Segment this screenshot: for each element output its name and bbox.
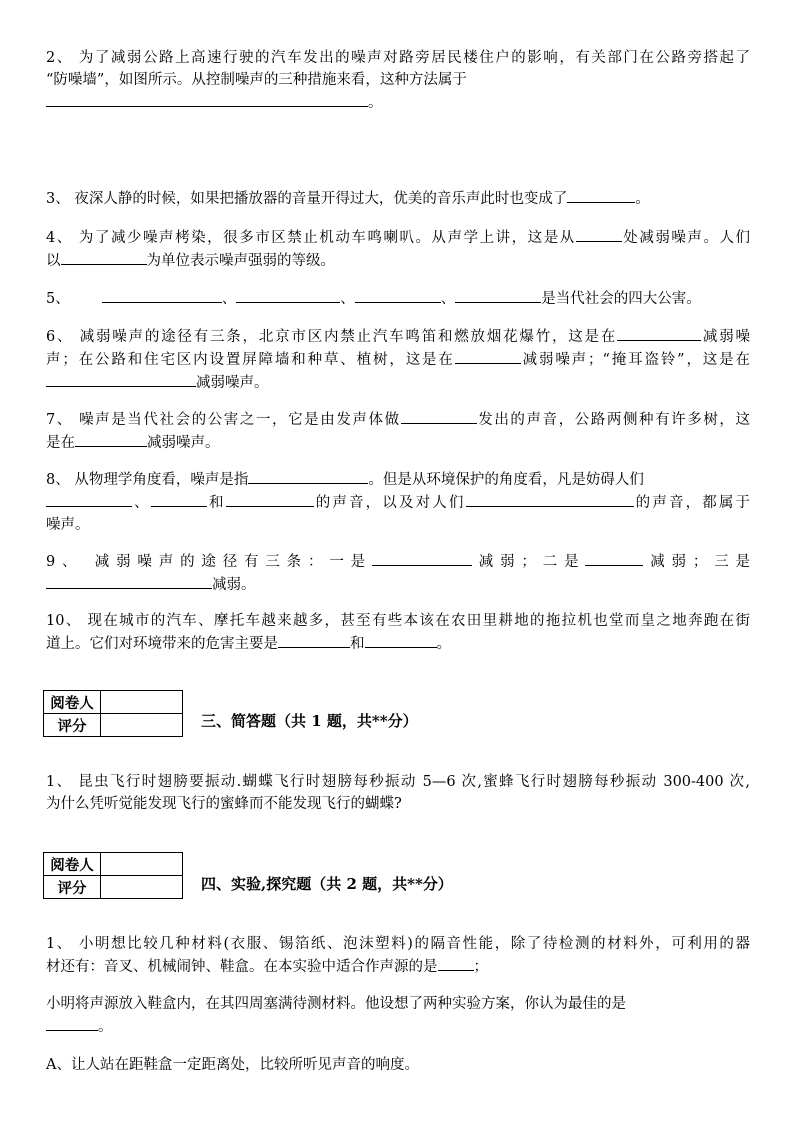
answer-blank[interactable] xyxy=(466,491,634,507)
section-4-title: 四、实验,探究题（共 2 题，共**分） xyxy=(201,875,453,893)
question-6: 6、 减弱噪声的途径有三条，北京市区内禁止汽车鸣笛和燃放烟花爆竹，这是在 减弱噪 声；在公路和住宅区内设置屏障墙和种草、植树，这是在 减弱噪声；“掩耳盗铃”，这是在 减弱噪声。 xyxy=(46,325,750,394)
answer-blank[interactable] xyxy=(365,632,437,648)
question-5: 5、 、 、 、 是当代社会的四大公害。 xyxy=(46,287,750,310)
score-field[interactable] xyxy=(101,876,183,899)
answer-blank[interactable] xyxy=(61,249,147,265)
answer-blank[interactable] xyxy=(438,955,474,971)
score-label: 评分 xyxy=(44,714,101,737)
answer-blank[interactable] xyxy=(355,287,441,303)
q2-line-1: 2、 为了减弱公路上高速行驶的汽车发出的噪声对路旁居民楼住户的影响，有关部门在公路旁搭起了 xyxy=(46,50,750,66)
question-3: 3、 夜深人静的时候，如果把播放器的音量开得过大，优美的音乐声此时也变成了 。 xyxy=(46,187,750,210)
answer-blank[interactable] xyxy=(455,348,521,364)
question-10: 10、 现在城市的汽车、摩托车越来越多，甚至有些本该在农田里耕地的拖拉机也堂而皇之地奔跑在街 道上。它们对环境带来的危害主要是 和 。 xyxy=(46,613,750,652)
score-field[interactable] xyxy=(101,714,183,737)
section-3-question-1: 1、 昆虫飞行时翅膀要振动.蝴蝶飞行时翅膀每秒振动 5—6 次,蜜蜂飞行时翅膀每秒振动 300-400 次, 为什么凭听觉能发现飞行的蜜蜂而不能发现飞行的蝴蝶? xyxy=(46,774,750,812)
answer-blank[interactable] xyxy=(248,468,368,484)
answer-blank[interactable] xyxy=(46,491,132,507)
reviewer-label: 阅卷人 xyxy=(44,691,101,714)
section-4-question-1-cont: 小明将声源放入鞋盒内，在其四周塞满待测材料。他设想了两种实验方案，你认为最佳的是 。 xyxy=(46,996,626,1035)
section-4-question-1: 1、 小明想比较几种材料(衣服、锡箔纸、泡沫塑料)的隔音性能，除了待检测的材料外，可利用的器 材还有：音叉、机械闹钟、鞋盒。在本实验中适合作声源的是 ； xyxy=(46,936,750,975)
question-7: 7、 噪声是当代社会的公害之一，它是由发声体做 发出的声音，公路两侧种有许多树，这 是在 减弱噪声。 xyxy=(46,408,750,454)
question-8: 8、 从物理学角度看，噪声是指 。但是从环境保护的角度看，凡是妨碍人们 、 和 的声音，以及对人们 的声音，都属于 噪声。 xyxy=(46,468,750,536)
answer-blank[interactable] xyxy=(567,187,635,203)
answer-blank[interactable] xyxy=(278,632,350,648)
score-box xyxy=(43,690,183,737)
question-2 xyxy=(46,47,750,114)
answer-blank[interactable] xyxy=(401,408,477,424)
section-3-title: 三、简答题（共 1 题，共**分） xyxy=(201,712,418,730)
answer-blank[interactable] xyxy=(236,287,340,303)
answer-blank[interactable] xyxy=(576,226,622,242)
answer-blank[interactable] xyxy=(585,550,643,566)
reviewer-field[interactable] xyxy=(101,691,183,714)
answer-blank[interactable] xyxy=(46,371,196,387)
reviewer-label: 阅卷人 xyxy=(44,853,101,876)
q2-line-2: “防噪墙”，如图所示。从控制噪声的三种措施来看，这种方法属于 xyxy=(46,72,467,88)
answer-blank[interactable] xyxy=(455,287,541,303)
q2-line-3: 。 xyxy=(46,91,750,114)
answer-blank[interactable] xyxy=(617,325,701,341)
question-9: 9、 减弱噪声的途径有三条：一是 减弱；二是 减弱；三是 减弱。 xyxy=(46,550,750,596)
answer-blank[interactable] xyxy=(226,491,314,507)
answer-blank[interactable] xyxy=(46,1015,98,1031)
answer-blank[interactable] xyxy=(151,491,207,507)
option-a: A、让人站在距鞋盒一定距离处，比较所听见声音的响度。 xyxy=(46,1057,419,1073)
score-label: 评分 xyxy=(44,876,101,899)
answer-blank[interactable] xyxy=(46,91,368,107)
answer-blank[interactable] xyxy=(102,287,222,303)
question-4: 4、 为了减少噪声栲染，很多市区禁止机动车鸣喇叭。从声学上讲，这是从 处减弱噪声。人们 以 为单位表示噪声强弱的等级。 xyxy=(46,226,750,272)
reviewer-field[interactable] xyxy=(101,853,183,876)
answer-blank[interactable] xyxy=(372,550,472,566)
answer-blank[interactable] xyxy=(75,431,147,447)
answer-blank[interactable] xyxy=(46,573,212,589)
score-box xyxy=(43,852,183,899)
